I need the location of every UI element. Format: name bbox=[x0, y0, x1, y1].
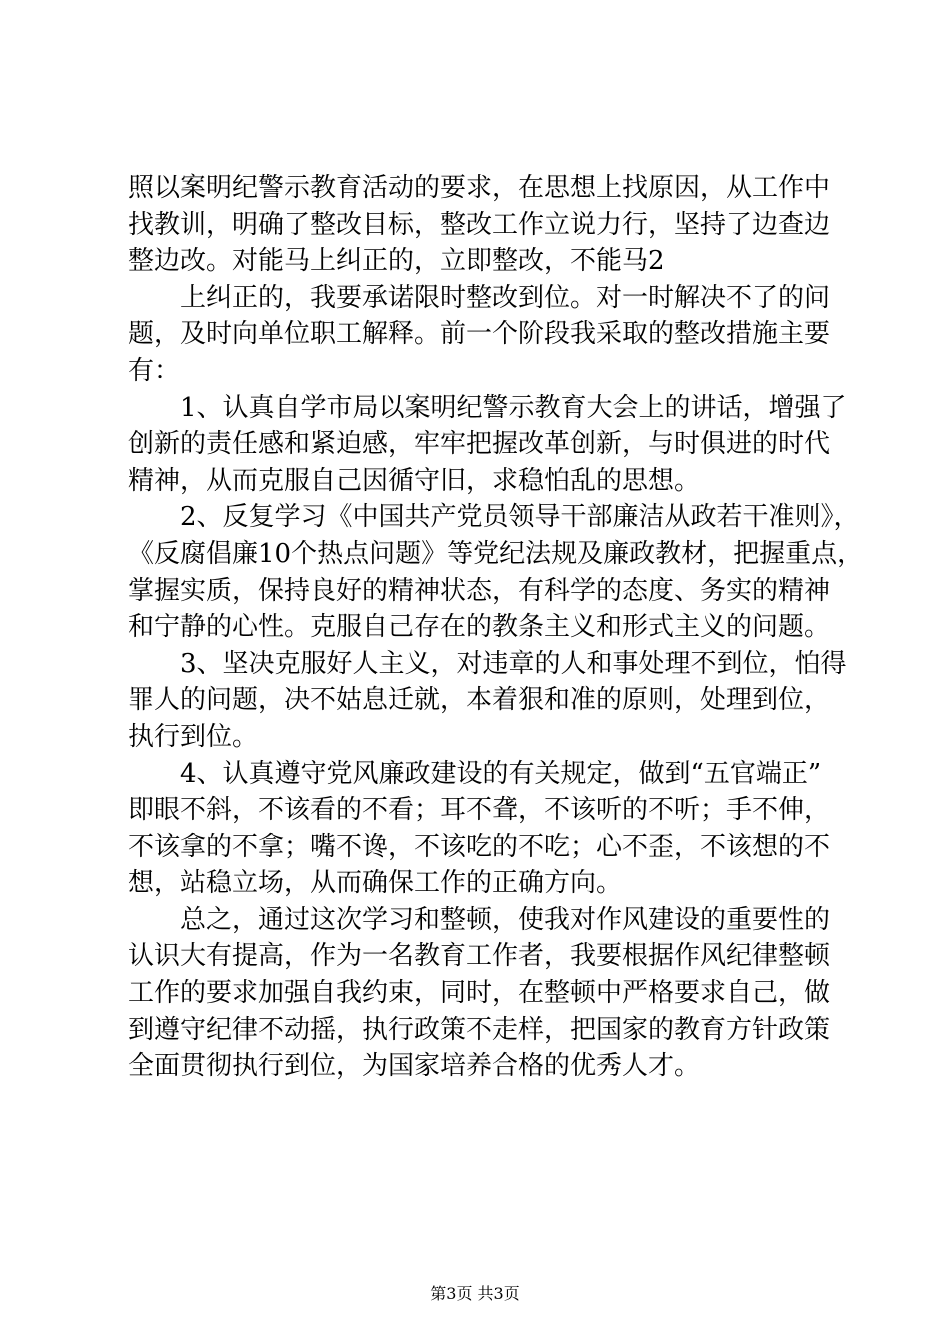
text-line: 题，及时向单位职工解释。前一个阶段我采取的整改措施主要 bbox=[128, 319, 831, 350]
text-line: 3、坚决克服好人主义，对违章的人和事处理不到位，怕得 bbox=[180, 648, 847, 679]
text-line: 认识大有提高，作为一名教育工作者，我要根据作风纪律整顿 bbox=[128, 941, 831, 972]
text-line: 不该拿的不拿；嘴不谗，不该吃的不吃；心不歪，不该想的不 bbox=[128, 831, 831, 862]
text-line: 想，站稳立场，从而确保工作的正确方向。 bbox=[128, 868, 623, 899]
text-line: 精神，从而克服自己因循守旧，求稳怕乱的思想。 bbox=[128, 465, 701, 496]
text-line: 上纠正的，我要承诺限时整改到位。对一时解决不了的问 bbox=[180, 282, 831, 313]
text-line: 找教训，明确了整改目标，整改工作立说力行，坚持了边查边 bbox=[128, 209, 831, 240]
text-line: 罪人的问题，决不姑息迁就，本着狠和准的原则，处理到位， bbox=[128, 685, 831, 716]
text-line: 和宁静的心性。克服自己存在的教条主义和形式主义的问题。 bbox=[128, 612, 831, 643]
text-line: 总之，通过这次学习和整顿，使我对作风建设的重要性的 bbox=[180, 904, 831, 935]
text-line: 《反腐倡廉10个热点问题》等党纪法规及廉政教材，把握重点， bbox=[128, 538, 864, 569]
text-line: 即眼不斜，不该看的不看；耳不聋，不该听的不听；手不伸， bbox=[128, 795, 831, 826]
text-line: 全面贯彻执行到位，为国家培养合格的优秀人才。 bbox=[128, 1051, 701, 1082]
page-number-footer: 第3页 共3页 bbox=[430, 1284, 520, 1303]
text-line: 执行到位。 bbox=[128, 721, 259, 752]
text-line: 1、认真自学市局以案明纪警示教育大会上的讲话，增强了 bbox=[180, 392, 847, 423]
text-line: 2、反复学习《中国共产党员领导干部廉洁从政若干准则》， bbox=[180, 502, 860, 533]
text-line: 掌握实质，保持良好的精神状态，有科学的态度、务实的精神 bbox=[128, 575, 831, 606]
text-line: 创新的责任感和紧迫感，牢牢把握改革创新，与时俱进的时代 bbox=[128, 429, 831, 460]
text-line: 工作的要求加强自我约束，同时，在整顿中严格要求自己，做 bbox=[128, 978, 831, 1009]
text-line: 4、认真遵守党风廉政建设的有关规定，做到“五官端正” bbox=[180, 758, 822, 789]
text-line: 到遵守纪律不动摇，执行政策不走样，把国家的教育方针政策 bbox=[128, 1014, 831, 1045]
text-line: 照以案明纪警示教育活动的要求，在思想上找原因，从工作中 bbox=[128, 173, 831, 203]
document-body bbox=[128, 170, 864, 1085]
text-line: 有： bbox=[128, 355, 181, 386]
text-line: 整边改。对能马上纠正的，立即整改，不能马2 bbox=[128, 246, 665, 277]
